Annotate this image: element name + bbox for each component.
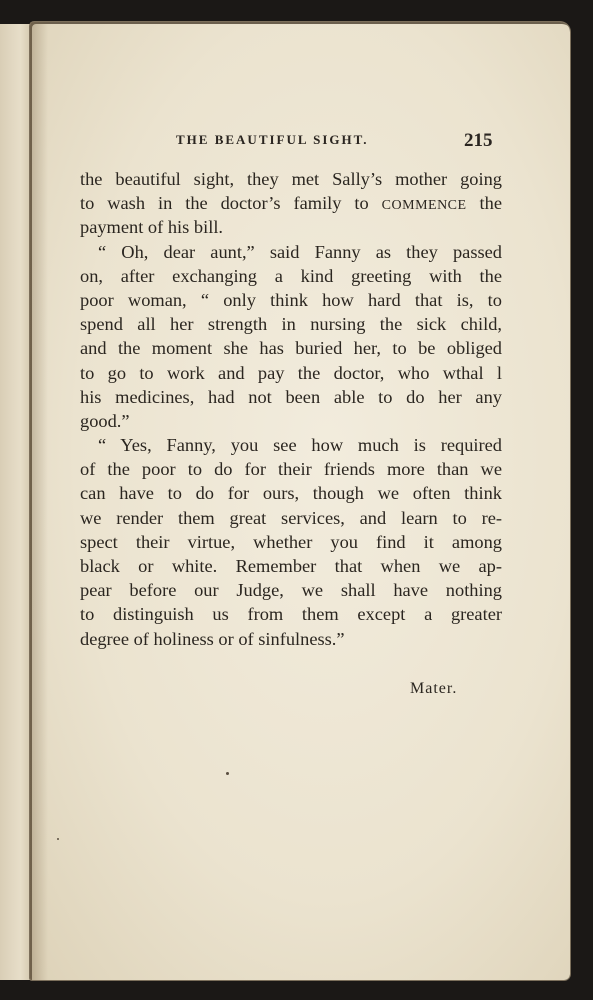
text-line: and the moment she has buried her, to be obliged (80, 338, 502, 359)
text-line-part: the (466, 193, 502, 214)
text-line: good.” (80, 410, 130, 431)
text-line: we render them great services, and learn to re- (80, 507, 502, 528)
running-head: THE BEAUTIFUL SIGHT. (176, 132, 369, 147)
signature: Mater. (410, 680, 458, 697)
text-line: spend all her strength in nursing the sick child, (80, 314, 502, 335)
text-line: payment of his bill. (80, 217, 224, 238)
text-line (80, 191, 502, 215)
text-line: on, after exchanging a kind greeting with the (80, 265, 502, 286)
text-line: spect their virtue, whether you find it among (80, 531, 502, 552)
text-line: pear before our Judge, we shall have nothing (80, 580, 502, 601)
text-line: to go to work and pay the doctor, who wthal l (80, 362, 502, 383)
gutter-shadow (30, 22, 48, 980)
small-caps-word: COMMENCE (381, 198, 467, 214)
text-line-part: to wash in the doctor’s family to (80, 193, 382, 214)
text-line: degree of holiness or of sinfulness.” (80, 628, 345, 649)
text-line: poor woman, “ only think how hard that is, to (80, 289, 502, 310)
text-line: black or white. Remember that when we ap- (80, 556, 502, 576)
text-line: the beautiful sight, they met Sally’s mother going (80, 169, 502, 189)
paper-speck (57, 838, 59, 840)
text-line: his medicines, had not been able to do her any (80, 386, 502, 407)
body-text (80, 167, 502, 651)
page-number: 215 (464, 130, 493, 151)
text-line: “ Yes, Fanny, you see how much is required (98, 435, 502, 456)
paper-speck (226, 772, 229, 775)
text-line: to distinguish us from them except a greater (80, 604, 502, 625)
text-line: can have to do for ours, though we often think (80, 483, 502, 504)
text-line: of the poor to do for their friends more than we (80, 459, 502, 480)
text-line: “ Oh, dear aunt,” said Fanny as they passed (98, 241, 502, 262)
